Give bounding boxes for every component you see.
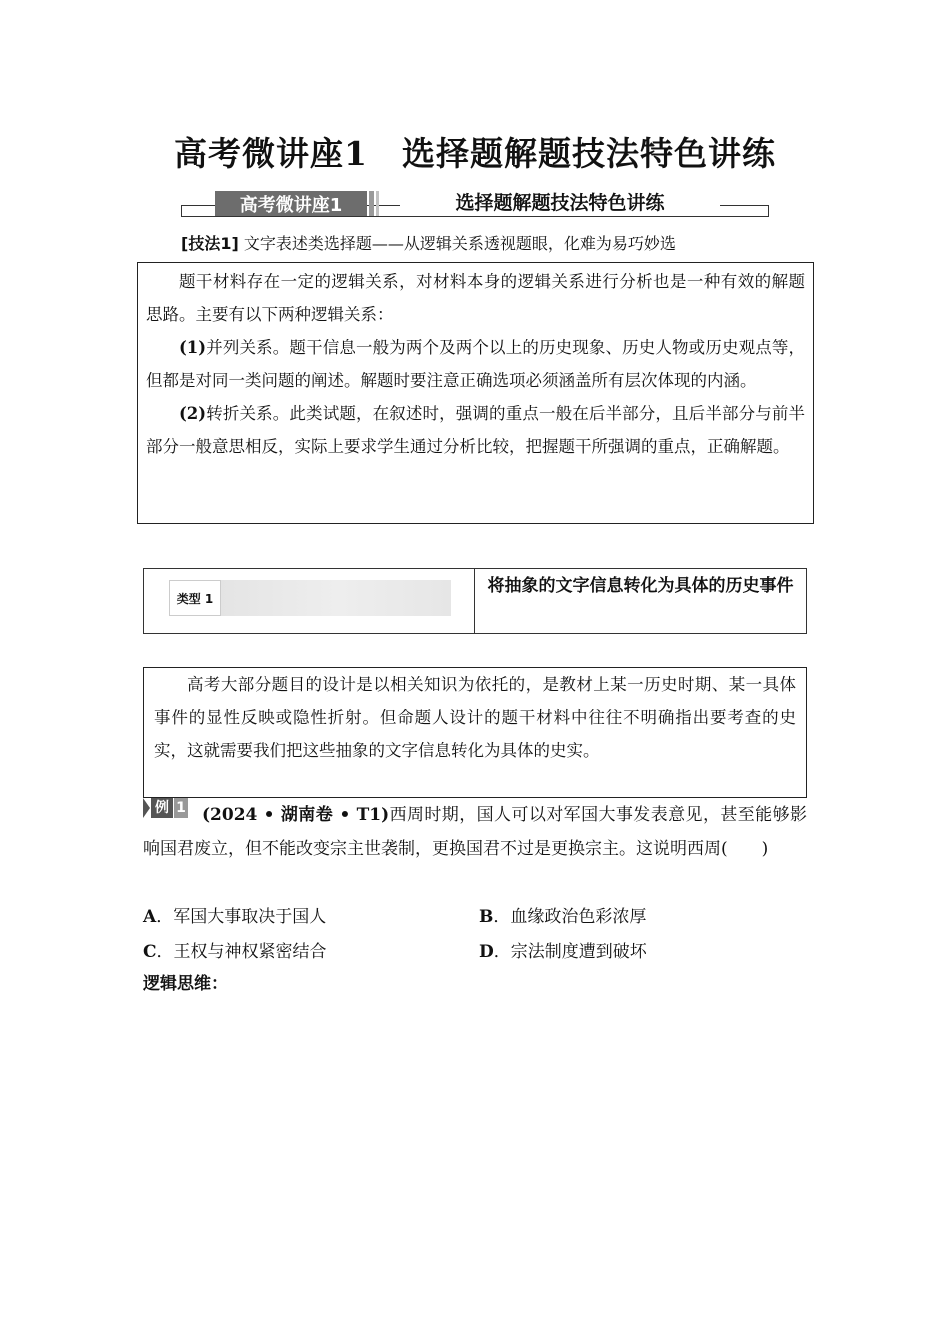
question-stem: 西周时期，国人可以对军国大事发表意见，甚至能够影响国君废立，但不能改变宗主世袭制，更换国君不过是更换宗主。这说明西周( ) bbox=[143, 805, 807, 859]
option-c: C．王权与神权紧密结合 bbox=[143, 942, 327, 962]
item-number: (2) bbox=[179, 404, 207, 423]
intro-paragraph: 题干材料存在一定的逻辑关系，对材料本身的逻辑关系进行分析也是一种有效的解题思路。主要有以下两种逻辑关系： bbox=[146, 272, 805, 324]
option-letter: A bbox=[143, 907, 157, 927]
page-title: 高考微讲座1 选择题解题技法特色讲练 bbox=[174, 134, 776, 173]
option-letter: C bbox=[143, 942, 157, 962]
intro-paragraph bbox=[146, 397, 805, 463]
option-text: 军国大事取决于国人 bbox=[173, 907, 327, 927]
banner-stripe bbox=[369, 191, 374, 216]
banner-edge-right bbox=[768, 205, 769, 217]
option-letter: B bbox=[479, 907, 494, 927]
badge-label: 例 bbox=[151, 798, 173, 818]
option-d: D．宗法制度遭到破坏 bbox=[479, 942, 647, 962]
technique-heading bbox=[181, 231, 781, 254]
item-text: 并列关系。题干信息一般为两个及两个以上的历史现象、历史人物或历史观点等，但都是对同一类问题的阐述。解题时要注意正确选项必须涵盖所有层次体现的内涵。 bbox=[146, 338, 805, 390]
logic-label: 逻辑思维： bbox=[143, 974, 228, 994]
technique-text: 文字表述类选择题——从逻辑关系透视题眼，化难为易巧妙选 bbox=[243, 234, 676, 253]
intro-box bbox=[137, 262, 814, 524]
example-question bbox=[143, 798, 807, 866]
type-box bbox=[143, 667, 807, 798]
banner-text: 选择题解题技法特色讲练 bbox=[400, 190, 720, 216]
option-text: 血缘政治色彩浓厚 bbox=[510, 907, 647, 927]
type-label: 类型 1 bbox=[169, 580, 221, 616]
type-heading: 将抽象的文字信息转化为具体的历史事件 bbox=[487, 576, 794, 596]
option-b: B．血缘政治色彩浓厚 bbox=[479, 907, 647, 927]
type-paragraph: 高考大部分题目的设计是以相关知识为依托的，是教材上某一历史时期、某一具体事件的显性反映或隐性折射。但命题人设计的题干材料中往往不明确指出要考查的史实，这就需要我们把这些抽象的文字信息转化为具体的史实。 bbox=[154, 675, 796, 760]
option-text: 宗法制度遭到破坏 bbox=[510, 942, 647, 962]
intro-paragraph bbox=[146, 331, 805, 397]
badge-number: 1 bbox=[174, 798, 188, 818]
option-text: 王权与神权紧密结合 bbox=[173, 942, 327, 962]
example-badge bbox=[143, 798, 188, 818]
item-number: (1) bbox=[179, 338, 207, 357]
option-a: A．军国大事取决于国人 bbox=[143, 907, 327, 927]
badge-arrow-icon bbox=[143, 798, 150, 818]
type-table bbox=[143, 568, 807, 634]
question-source: (2024 • 湖南卷 • T1) bbox=[202, 805, 390, 825]
banner-tag: 高考微讲座1 bbox=[215, 191, 367, 216]
option-letter: D bbox=[479, 942, 494, 962]
banner-edge-left bbox=[181, 205, 182, 217]
type-cell-left bbox=[144, 569, 475, 633]
technique-tag: [技法1] bbox=[181, 234, 239, 253]
item-text: 转折关系。此类试题，在叙述时，强调的重点一般在后半部分，且后半部分与前半部分一般意思相反，实际上要求学生通过分析比较，把握题干所强调的重点，正确解题。 bbox=[146, 404, 805, 456]
banner-stripe bbox=[376, 191, 379, 216]
